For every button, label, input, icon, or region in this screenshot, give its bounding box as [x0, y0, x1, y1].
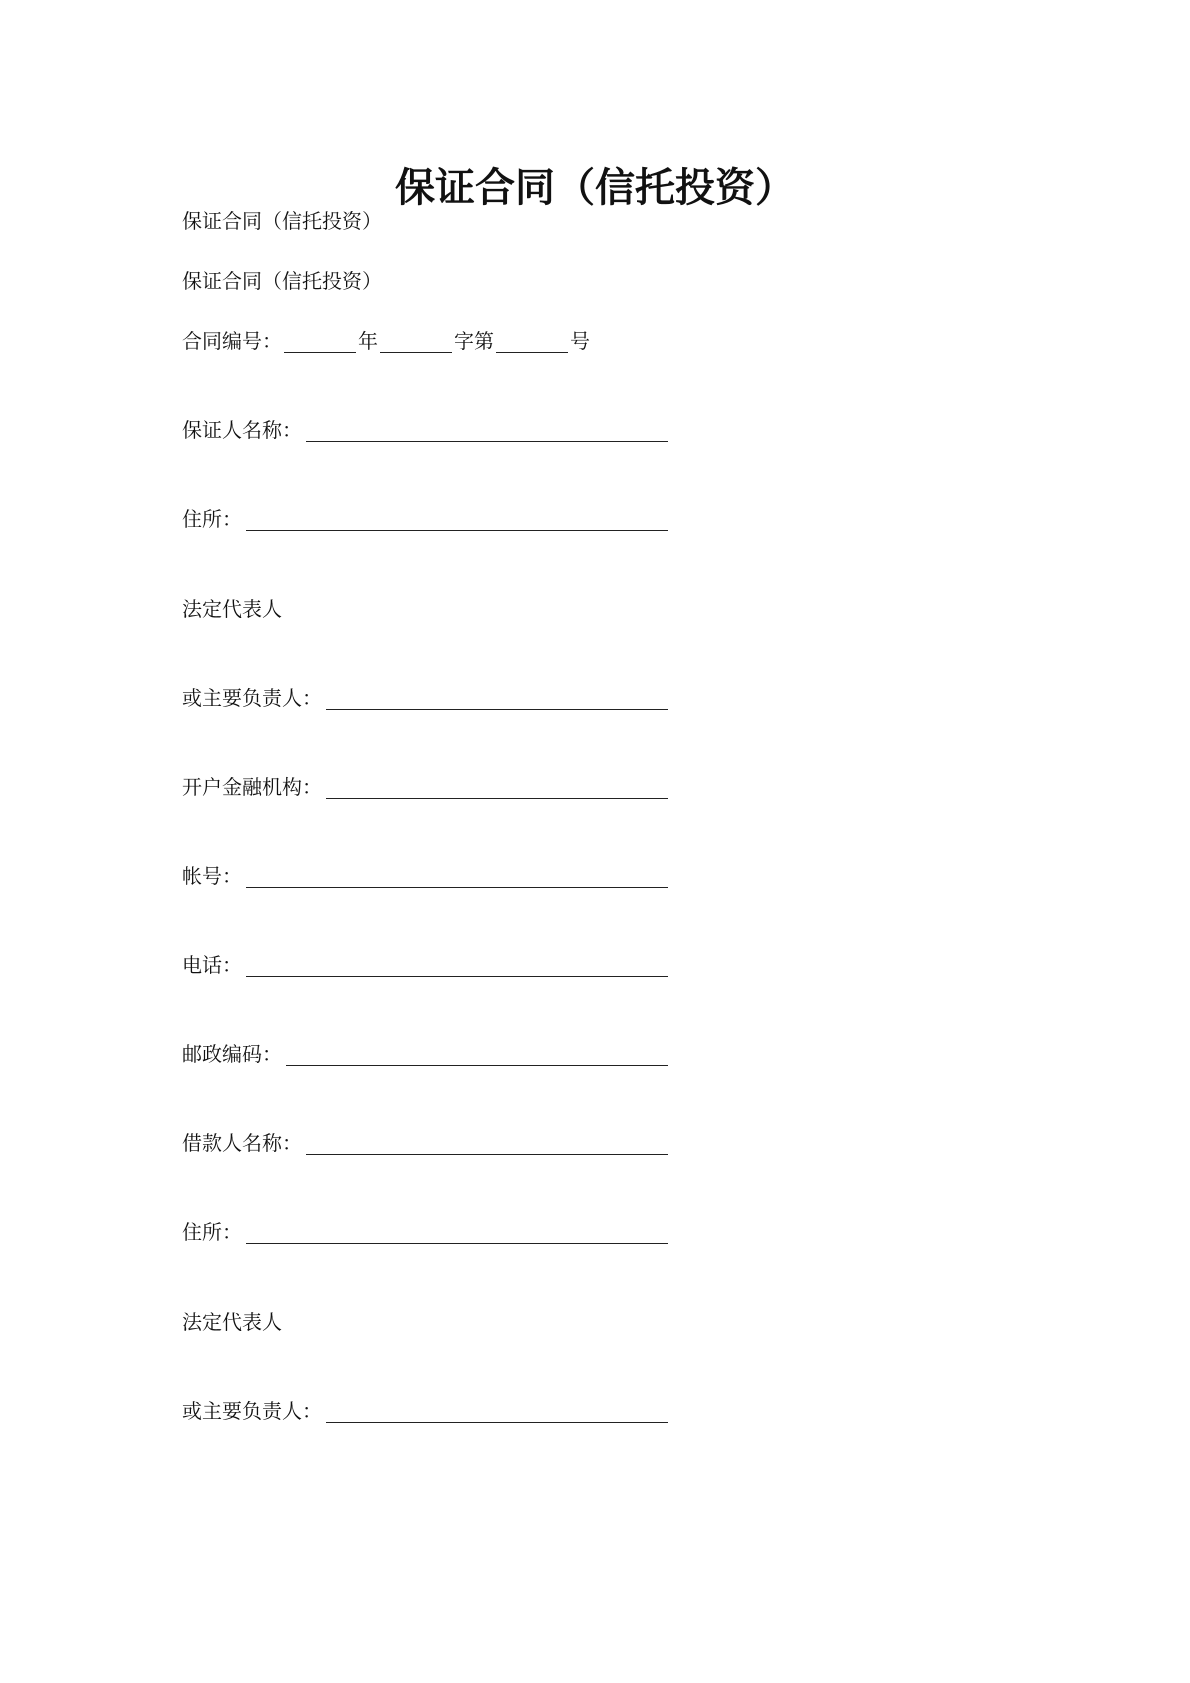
document-title: 保证合同（信托投资） — [395, 164, 795, 211]
guarantor-principal-label: 或主要负责人： — [182, 686, 322, 710]
guarantor-name-blank[interactable] — [306, 419, 668, 442]
borrower-legal-rep-label: 法定代表人 — [182, 1310, 282, 1334]
guarantor-address-label: 住所： — [182, 507, 242, 531]
borrower-name-label: 借款人名称： — [182, 1131, 302, 1155]
guarantor-name-label: 保证人名称： — [182, 418, 302, 442]
contract-year-blank[interactable] — [284, 330, 356, 353]
borrower-principal-blank[interactable] — [326, 1400, 668, 1423]
borrower-address-blank[interactable] — [246, 1221, 668, 1244]
contract-char-blank[interactable] — [380, 330, 452, 353]
guarantor-address-field — [182, 505, 668, 533]
borrower-name-field — [182, 1129, 668, 1157]
contract-number-blank[interactable] — [496, 330, 568, 353]
borrower-principal-field — [182, 1397, 668, 1425]
guarantor-principal-field — [182, 684, 668, 712]
contract-year-suffix: 年 — [358, 329, 378, 353]
borrower-name-blank[interactable] — [306, 1132, 668, 1155]
guarantor-phone-blank[interactable] — [246, 954, 668, 977]
guarantor-account-blank[interactable] — [246, 865, 668, 888]
guarantor-phone-field — [182, 951, 668, 979]
guarantor-bank-label: 开户金融机构： — [182, 775, 322, 799]
contract-number-suffix: 号 — [570, 329, 590, 353]
borrower-address-field — [182, 1218, 668, 1246]
contract-number-line — [182, 327, 590, 355]
subtitle-line-1: 保证合同（信托投资） — [182, 209, 382, 233]
guarantor-bank-blank[interactable] — [326, 776, 668, 799]
guarantor-address-blank[interactable] — [246, 508, 668, 531]
borrower-address-label: 住所： — [182, 1220, 242, 1244]
contract-char-suffix: 字第 — [454, 329, 494, 353]
contract-number-label: 合同编号： — [182, 329, 282, 353]
guarantor-postcode-blank[interactable] — [286, 1043, 668, 1066]
guarantor-name-field — [182, 416, 668, 444]
guarantor-phone-label: 电话： — [182, 953, 242, 977]
guarantor-postcode-label: 邮政编码： — [182, 1042, 282, 1066]
subtitle-line-2: 保证合同（信托投资） — [182, 269, 382, 293]
guarantor-account-field — [182, 862, 668, 890]
guarantor-legal-rep-label: 法定代表人 — [182, 597, 282, 621]
guarantor-principal-blank[interactable] — [326, 687, 668, 710]
guarantor-bank-field — [182, 773, 668, 801]
borrower-principal-label: 或主要负责人： — [182, 1399, 322, 1423]
guarantor-account-label: 帐号： — [182, 864, 242, 888]
guarantor-postcode-field — [182, 1040, 668, 1068]
